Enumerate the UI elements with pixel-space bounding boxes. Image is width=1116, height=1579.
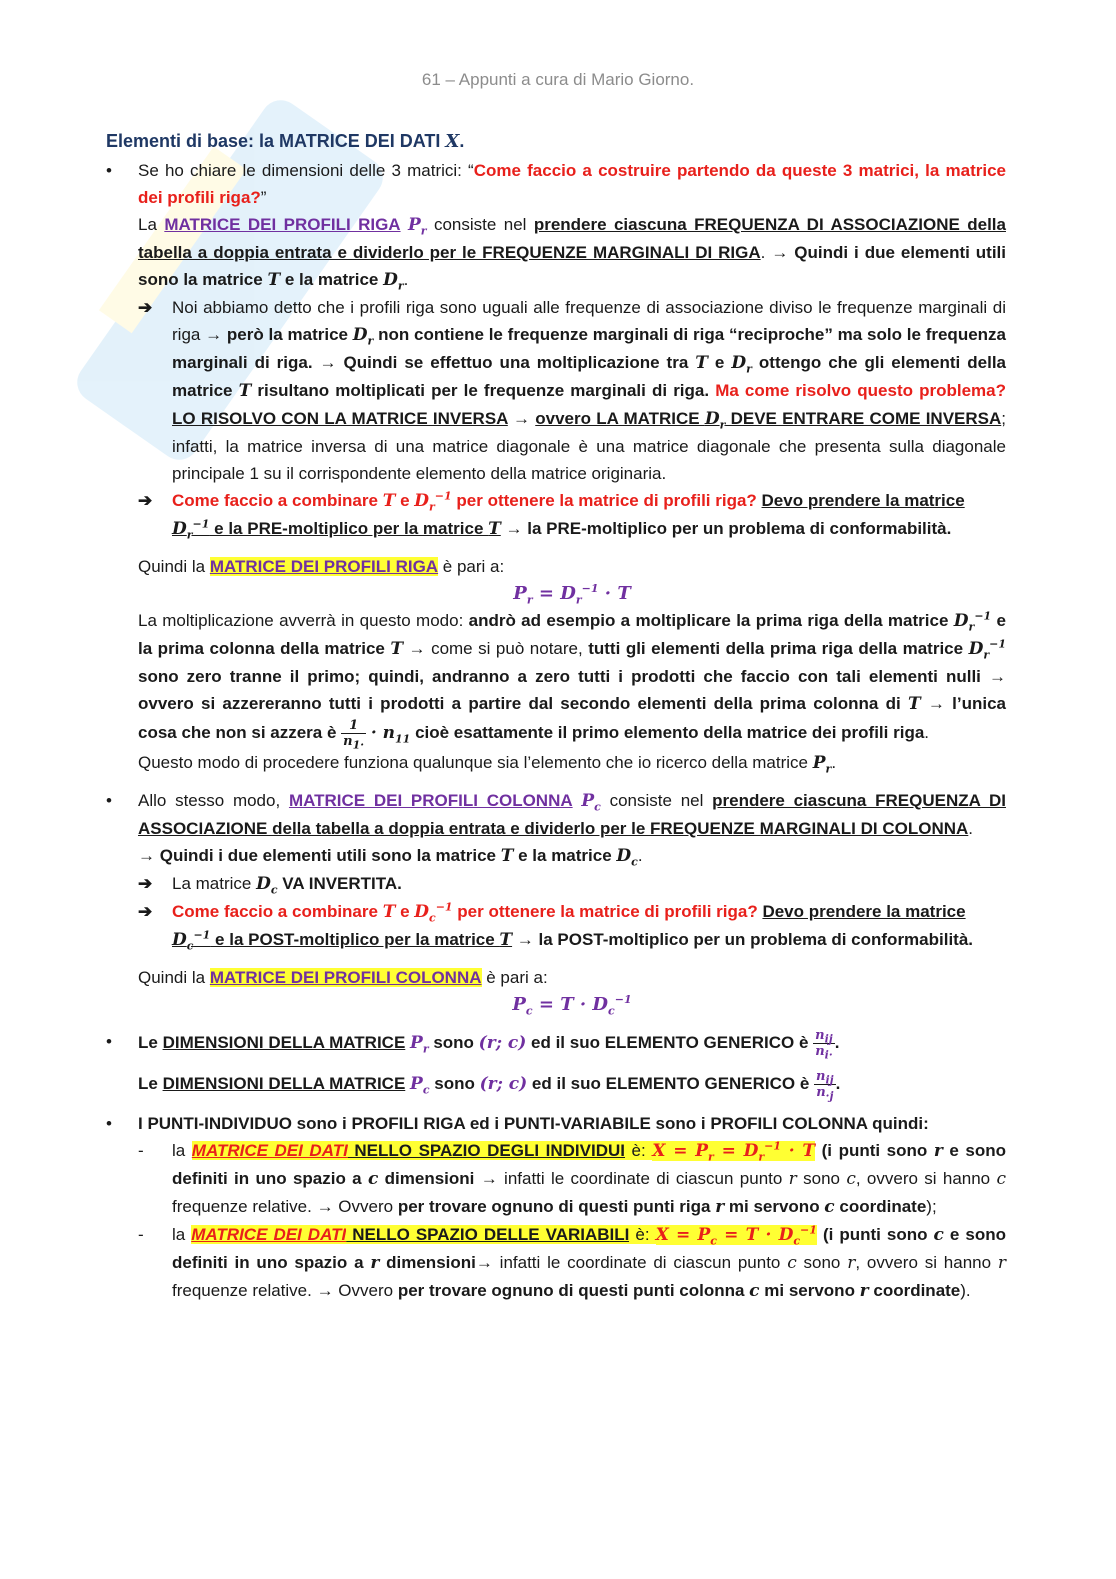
- paragraph: I PUNTI-INDIVIDUO sono i PROFILI RIGA ed i PUNTI-VARIABILE sono i PROFILI COLONNA quindi:: [138, 1114, 929, 1133]
- arrow-icon: ➔: [138, 491, 153, 510]
- bullet-icon: •: [106, 791, 112, 810]
- arrow-icon: ➔: [138, 874, 153, 893]
- equation-row-profiles: $P_r = D_r^{-1} \cdot T$: [513, 582, 631, 607]
- paragraph: Le DIMENSIONI DELLA MATRICE $P_c$ sono (r; c) ed il suo ELEMENTO GENERICO è $\frac{n_{ij}}{n_{\cdot j}}$ .: [138, 1069, 841, 1103]
- fraction: $\frac{n_{ij}}{n_{i\cdot}}$: [815, 1028, 833, 1062]
- bullet-column-profiles: [106, 787, 1006, 1018]
- paragraph: Se ho chiare le dimensioni delle 3 matrici: “Come faccio a costruire partendo da queste 3 matrici, la matrice dei profili riga?”: [138, 161, 1006, 207]
- bullet-points: [106, 1110, 1006, 1305]
- paragraph: La MATRICE DEI PROFILI RIGA $P_r$ consiste nel prendere ciascuna FREQUENZA DI ASSOCIAZIONE della tabella a doppia entrata e dividerlo per le FREQUENZE MARGINALI DI RIGA. → Quindi i due elementi utili sono la matrice T e la matrice $D_r$.: [138, 215, 1007, 293]
- paragraph: La moltiplicazione avverrà in questo modo: andrò ad esempio a moltiplicare la prima riga della matrice $D_r^{-1}$ e la prima colonna della matrice T → come si può notare, tutti gli elementi della prima riga della matrice $D_r^{-1}$ sono zero tranne il primo; quindi, andranno a zero tutti i prodotti che faccio con tali elementi nulli → ovvero si azzereranno tutti i prodotti a partire dal secondo elementi della prima colonna di T → l’unica cosa che non si azzera è $\frac{1}{n_{1\cdot}}$ · $n_{11}$ cioè esattamente il primo elemento della matrice dei profili riga.: [138, 609, 1006, 752]
- dash-item: - la MATRICE DEI DATI NELLO SPAZIO DEGLI INDIVIDUI è: $X = P_r = D_r^{-1} \cdot T$ (i punti sono r e sono definiti in uno spazio a c dimensioni → infatti le coordinate di ciascun punto r sono c, ovvero si hanno c frequenze relative. → Ovvero per trovare ognuno di questi punti riga r mi servono c coordinate);: [138, 1139, 1006, 1217]
- section-title: Elementi di base: la MATRICE DEI DATI X.: [106, 131, 465, 152]
- equation-column-profiles: $P_c = T \cdot D_c^{-1}$: [512, 993, 632, 1018]
- bullet-icon: •: [106, 161, 112, 180]
- bullet-row-profiles: [106, 157, 1006, 777]
- arrow-icon: ➔: [138, 298, 153, 317]
- paragraph: Le DIMENSIONI DELLA MATRICE $P_r$ sono (r; c) ed il suo ELEMENTO GENERICO è $\frac{n_{ij}}{n_{i\cdot}}$ .: [138, 1028, 840, 1062]
- arrow-icon: ➔: [138, 902, 153, 921]
- arrow-item: ➔ La matrice $D_c$ VA INVERTITA.: [138, 870, 1006, 898]
- fraction: $\frac{n_{ij}}{n_{\cdot j}}$: [816, 1069, 834, 1103]
- paragraph: Questo modo di procedere funziona qualunque sia l’elemento che io ricerco della matrice $P_r$.: [138, 753, 837, 776]
- page-header: 61 – Appunti a cura di Mario Giorno.: [421, 70, 695, 89]
- bullet-dimensions: [106, 1028, 1006, 1103]
- bullet-icon: •: [106, 1114, 112, 1133]
- document-body: [106, 128, 1006, 1305]
- dash-item: - la MATRICE DEI DATI NELLO SPAZIO DELLE VARIABILI è: $X = P_c = T \cdot D_c^{-1}$ (i punti sono c e sono definiti in uno spazio a r dimensioni→ infatti le coordinate di ciascun punto c sono r, ovvero si hanno r frequenze relative. → Ovvero per trovare ognuno di questi punti colonna c mi servono r coordinate).: [138, 1223, 1007, 1301]
- fraction: $\frac{1}{n_{1\cdot}}$: [343, 718, 365, 752]
- arrow-item: ➔ Come faccio a combinare T e $D_c^{-1}$ per ottenere la matrice di profili riga? Devo prendere la matrice $D_c^{-1}$ e la POST-moltiplico per la matrice T → la POST-moltiplico per un problema di conformabilità.: [138, 898, 1006, 954]
- paragraph: Quindi la MATRICE DEI PROFILI COLONNA è pari a:: [138, 968, 548, 987]
- bullet-icon: •: [106, 1032, 112, 1051]
- paragraph: Quindi la MATRICE DEI PROFILI RIGA è pari a:: [138, 557, 505, 576]
- arrow-item: ➔ Noi abbiamo detto che i profili riga sono uguali alle frequenze di associazione diviso le frequenze marginali di riga → però la matrice $D_r$ non contiene le frequenze marginali di riga “reciproche” ma solo le frequenza marginali di riga. → Quindi se effettuo una moltiplicazione tra T e $D_r$ ottengo che gli elementi della matrice T risultano moltiplicati per le frequenze marginali di riga. Ma come risolvo questo problema? LO RISOLVO CON LA MATRICE INVERSA → ovvero LA MATRICE $D_r$ DEVE ENTRARE COME INVERSA; infatti, la matrice inversa di una matrice diagonale è una matrice diagonale che presenta sulla diagonale principale 1 su il corrispondente elemento della matrice originaria.: [138, 294, 1006, 487]
- arrow-item: ➔ Come faccio a combinare T e $D_r^{-1}$ per ottenere la matrice di profili riga? Devo prendere la matrice $D_r^{-1}$ e la PRE-moltiplico per la matrice T → la PRE-moltiplico per un problema di conformabilità.: [138, 487, 1006, 543]
- paragraph: Allo stesso modo, MATRICE DEI PROFILI COLONNA $P_c$ consiste nel prendere ciascuna FREQUENZA DI ASSOCIAZIONE della tabella a doppia entrata e dividerlo per le FREQUENZE MARGINALI DI COLONNA. → Quindi i due elementi utili sono la matrice T e la matrice $D_c$.: [138, 791, 1006, 869]
